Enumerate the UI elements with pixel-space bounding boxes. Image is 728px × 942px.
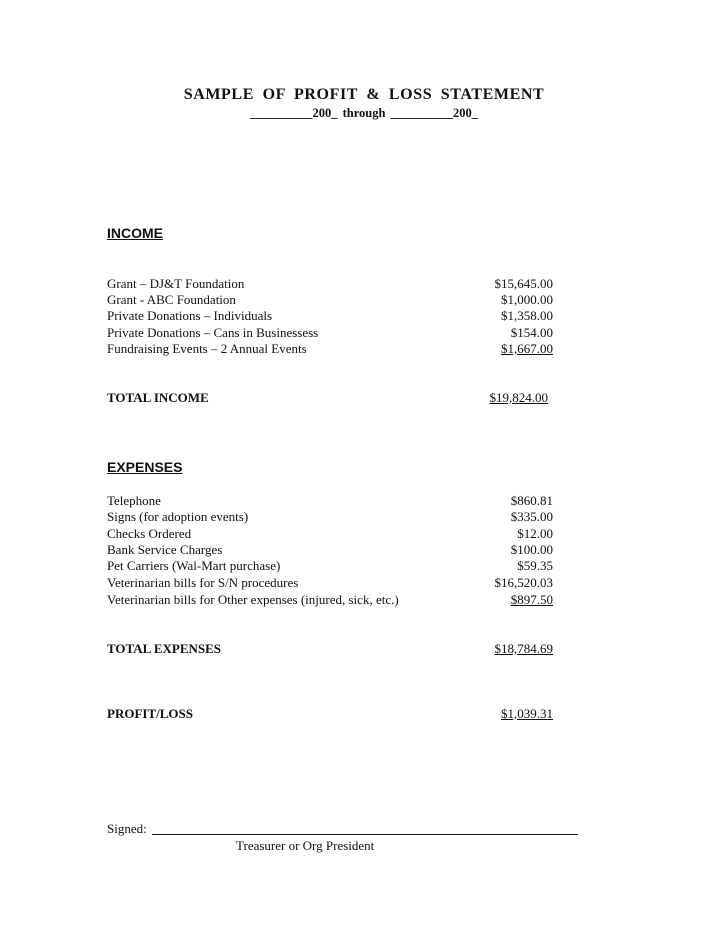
- income-row: [107, 341, 553, 357]
- signed-label: Signed:: [107, 821, 147, 836]
- expense-label: Signs (for adoption events): [107, 509, 249, 524]
- income-row: [107, 325, 553, 341]
- expense-amount: $16,520.03: [494, 575, 553, 590]
- income-label: Private Donations – Cans in Businessess: [107, 325, 319, 340]
- expense-label: Pet Carriers (Wal-Mart purchase): [107, 558, 281, 573]
- expense-row: [107, 493, 553, 509]
- expense-row: [107, 542, 553, 558]
- expense-row: [107, 558, 553, 574]
- income-label: Grant – DJ&T Foundation: [107, 276, 245, 291]
- expense-amount: $100.00: [510, 542, 553, 557]
- income-row: [107, 276, 553, 292]
- statement-period: __________200_ through __________200_: [249, 106, 479, 120]
- expense-amount: $59.35: [517, 558, 553, 573]
- income-amount: $1,000.00: [501, 292, 553, 307]
- expense-label: Telephone: [107, 493, 161, 508]
- expenses-heading: EXPENSES: [107, 459, 183, 475]
- income-amount: $1,667.00: [501, 341, 553, 356]
- income-label: Fundraising Events – 2 Annual Events: [107, 341, 307, 356]
- expense-amount: $897.50: [510, 592, 553, 607]
- expense-label: Checks Ordered: [107, 526, 192, 541]
- total-income-label: TOTAL INCOME: [107, 390, 209, 405]
- expense-amount: $12.00: [517, 526, 553, 541]
- profit-loss-row: [107, 706, 553, 722]
- expense-label: Veterinarian bills for Other expenses (injured, sick, etc.): [107, 592, 399, 607]
- total-expenses-row: [107, 641, 553, 657]
- profit-loss-label: PROFIT/LOSS: [107, 706, 193, 721]
- income-heading: INCOME: [107, 225, 163, 241]
- expense-row: [107, 509, 553, 525]
- expense-label: Veterinarian bills for S/N procedures: [107, 575, 299, 590]
- total-expenses-label: TOTAL EXPENSES: [107, 641, 222, 656]
- expense-row: [107, 575, 553, 591]
- income-amount: $154.00: [510, 325, 553, 340]
- expense-label: Bank Service Charges: [107, 542, 223, 557]
- income-row: [107, 308, 553, 324]
- income-row: [107, 292, 553, 308]
- expense-row: [107, 526, 553, 542]
- income-amount: $15,645.00: [494, 276, 553, 291]
- signature-caption: Treasurer or Org President: [236, 838, 375, 853]
- income-amount: $1,358.00: [501, 308, 553, 323]
- total-income-row: [107, 390, 548, 406]
- income-label: Private Donations – Individuals: [107, 308, 273, 323]
- profit-loss-amount: $1,039.31: [501, 706, 553, 721]
- expense-amount: $860.81: [510, 493, 553, 508]
- income-label: Grant - ABC Foundation: [107, 292, 236, 307]
- document-title: SAMPLE OF PROFIT & LOSS STATEMENT: [183, 86, 545, 103]
- expense-amount: $335.00: [510, 509, 553, 524]
- signature-line: [152, 834, 578, 835]
- total-expenses-amount: $18,784.69: [494, 641, 553, 656]
- expense-row: [107, 592, 553, 608]
- total-income-amount: $19,824.00: [489, 390, 548, 405]
